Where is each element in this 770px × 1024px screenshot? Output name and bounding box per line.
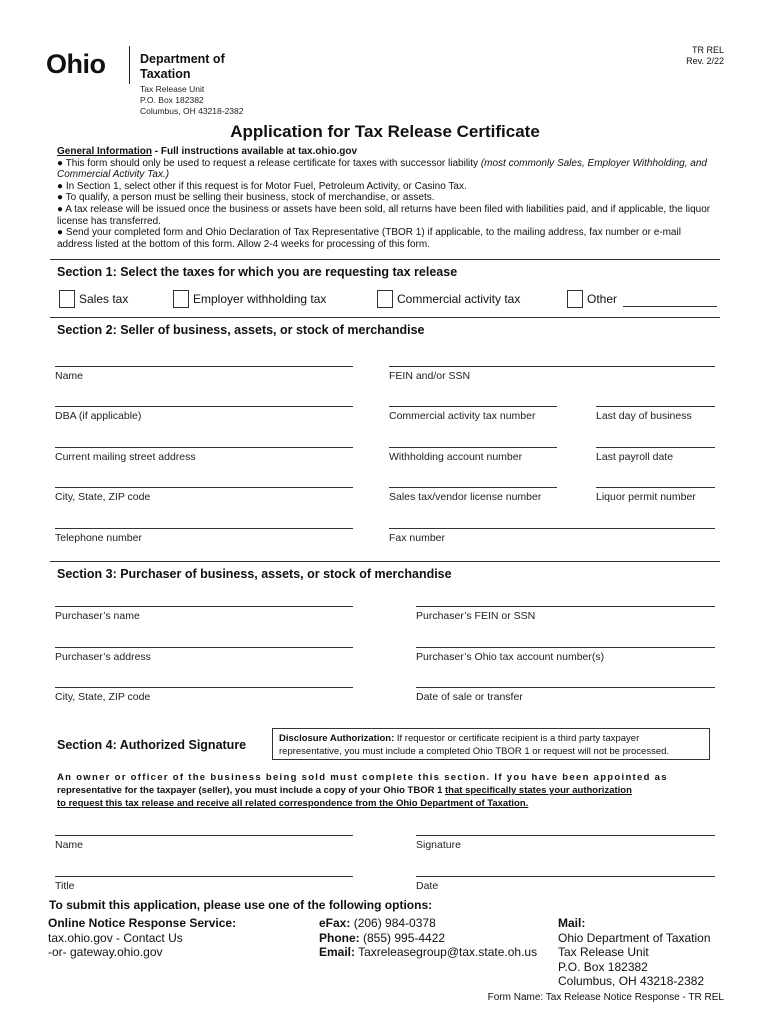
purchaser-tax-account-field[interactable]: Purchaser’s Ohio tax account number(s) [416, 647, 715, 663]
seller-cat-number-field[interactable]: Commercial activity tax number [389, 406, 557, 422]
purchaser-fein-field[interactable]: Purchaser’s FEIN or SSN [416, 606, 715, 622]
seller-fax-field[interactable]: Fax number [389, 528, 715, 544]
form-revision: TR REL Rev. 2/22 [686, 45, 724, 66]
other-tax-option[interactable]: Other [567, 290, 717, 308]
section2-divider [50, 317, 720, 318]
commercial-activity-tax-checkbox[interactable] [377, 290, 393, 308]
sales-tax-option[interactable]: Sales tax [59, 290, 128, 308]
other-tax-checkbox[interactable] [567, 290, 583, 308]
section3-divider [50, 561, 720, 562]
commercial-activity-tax-option[interactable]: Commercial activity tax [377, 290, 520, 308]
department-name: Department of Taxation [140, 52, 225, 81]
submit-heading: To submit this application, please use one of the following options: [49, 898, 433, 912]
online-link-gateway[interactable]: -or- gateway.ohio.gov [48, 945, 163, 959]
online-submission: Online Notice Response Service: tax.ohio.gov - Contact Us -or- gateway.ohio.gov [48, 916, 237, 959]
logo-divider [129, 46, 130, 84]
ohio-logo: Ohio [46, 49, 106, 79]
section3-title: Section 3: Purchaser of business, assets, or stock of merchandise [57, 567, 452, 581]
section4-title: Section 4: Authorized Signature [57, 738, 247, 752]
contact-submission: eFax: (206) 984-0378 Phone: (855) 995-4422 Email: Taxreleasegroup@tax.state.oh.us [319, 916, 538, 959]
seller-mailing-address-field[interactable]: Current mailing street address [55, 447, 353, 463]
online-link-contact[interactable]: tax.ohio.gov - Contact Us [48, 930, 183, 945]
tax-type-checkboxes [57, 290, 727, 312]
purchaser-name-field[interactable]: Purchaser’s name [55, 606, 353, 622]
form-title: Application for Tax Release Certificate [230, 122, 540, 141]
seller-name-field[interactable]: Name [55, 366, 353, 382]
email-link[interactable]: Taxreleasegroup@tax.state.oh.us [355, 945, 538, 959]
section1-title: Section 1: Select the taxes for which you are requesting tax release [57, 265, 458, 279]
other-tax-input[interactable] [623, 292, 717, 307]
seller-liquor-permit-field[interactable]: Liquor permit number [596, 487, 715, 503]
seller-telephone-field[interactable]: Telephone number [55, 528, 353, 544]
general-information: General Information - Full instructions available at tax.ohio.gov ● This form should only be used to request a release certificate for taxes with successor liability (most commonly Sales, Employer Withholding, and Commercial Activity Tax.) ● In Section 1, select other if this request is for Motor Fuel, Petroleum Activity, or Casino Tax. ● To qualify, a person must be selling their business, stock of merchandise, or assets. ● A tax release will be issued once the business or assets have been sold, all returns have been filed with liabilities paid, and if applicable, the liquor license has transferred. ● Send your completed form and Ohio Declaration of Tax Representative (TBOR 1) if applicable, to the mailing address, fax number or e-mail address listed at the bottom of this form. Allow 2-4 weeks for processing of this form. [57, 146, 711, 250]
seller-dba-field[interactable]: DBA (if applicable) [55, 406, 353, 422]
section2-title: Section 2: Seller of business, assets, or stock of merchandise [57, 323, 425, 337]
withholding-tax-option[interactable]: Employer withholding tax [173, 290, 326, 308]
seller-fein-field[interactable]: FEIN and/or SSN [389, 366, 715, 382]
department-address: Tax Release Unit P.O. Box 182382 Columbus, OH 43218-2382 [140, 84, 244, 116]
authorized-signature-field[interactable]: Signature [416, 835, 715, 851]
form-footer: Form Name: Tax Release Notice Response - TR REL [487, 992, 724, 1003]
seller-last-business-day-field[interactable]: Last day of business [596, 406, 715, 422]
section1-divider [50, 259, 720, 260]
sales-tax-checkbox[interactable] [59, 290, 75, 308]
withholding-tax-checkbox[interactable] [173, 290, 189, 308]
seller-city-state-zip-field[interactable]: City, State, ZIP code [55, 487, 353, 503]
authorized-date-field[interactable]: Date [416, 876, 715, 892]
seller-sales-tax-number-field[interactable]: Sales tax/vendor license number [389, 487, 557, 503]
disclosure-authorization-box: Disclosure Authorization: If requestor or certificate recipient is a third party taxpayer representative, you must include a completed Ohio TBOR 1 or request will not be processed. [272, 728, 710, 760]
mail-submission: Mail: Ohio Department of Taxation Tax Release Unit P.O. Box 182382 Columbus, OH 43218-2382 [558, 916, 711, 988]
authorized-name-field[interactable]: Name [55, 835, 353, 851]
sale-date-field[interactable]: Date of sale or transfer [416, 687, 715, 703]
authorized-title-field[interactable]: Title [55, 876, 353, 892]
seller-last-payroll-field[interactable]: Last payroll date [596, 447, 715, 463]
owner-instructions: An owner or officer of the business being sold must complete this section. If you have been appointed as representative for the taxpayer (seller), you must include a copy of your Ohio TBOR 1 that specifically states your authorization to request this tax release and receive all related correspondence from the Ohio Department of Taxation. [57, 772, 668, 809]
seller-withholding-number-field[interactable]: Withholding account number [389, 447, 557, 463]
purchaser-city-state-zip-field[interactable]: City, State, ZIP code [55, 687, 353, 703]
purchaser-address-field[interactable]: Purchaser’s address [55, 647, 353, 663]
